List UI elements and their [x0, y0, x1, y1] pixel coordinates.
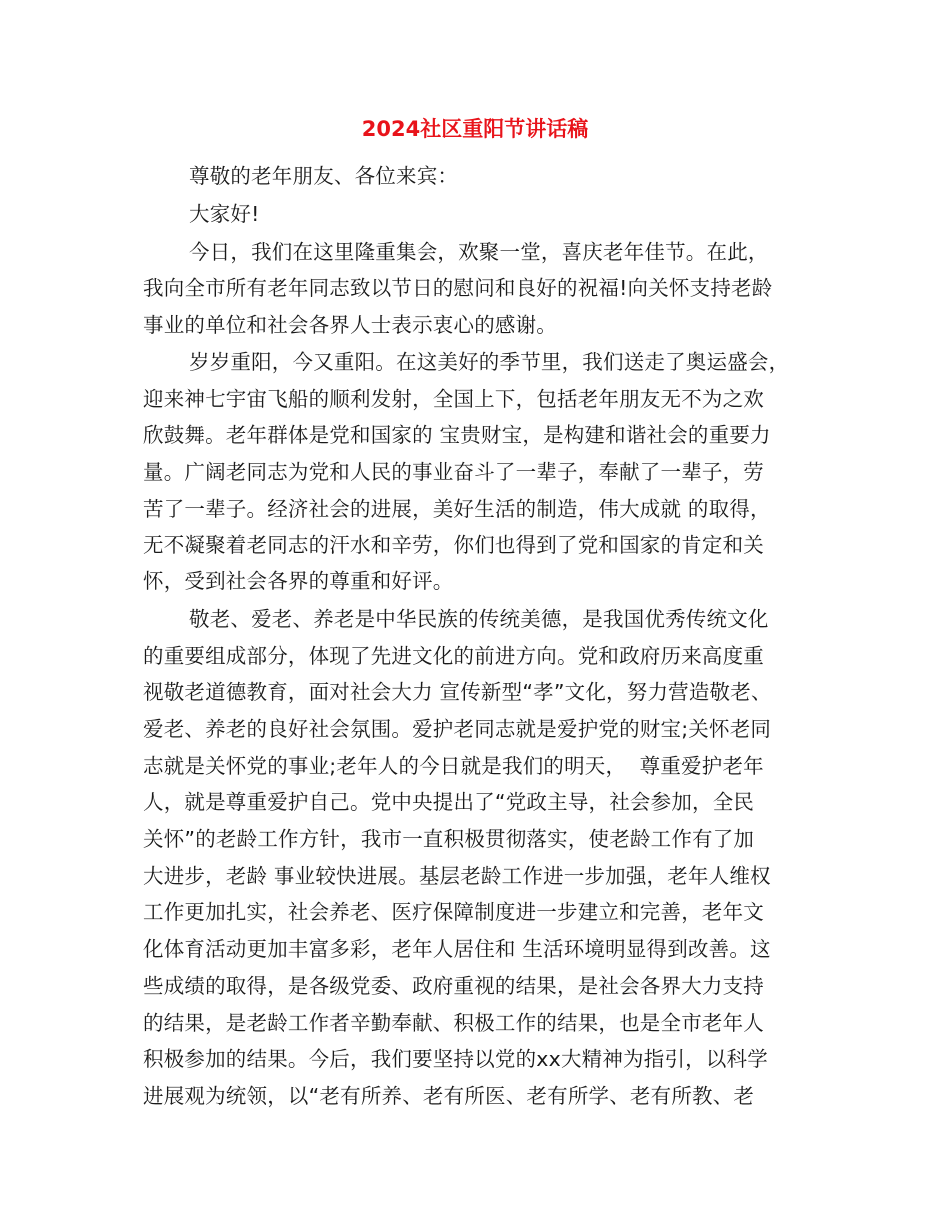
greeting-line: 大家好! — [189, 202, 260, 226]
paragraph-2-line-2: 迎来神七宇宙飞船的顺利发射，全国上下，包括老年朋友无不为之欢 — [143, 387, 764, 411]
paragraph-3-line-13: 积极参加的结果。今后，我们要坚持以党的xx大精神为指引，以科学 — [143, 1047, 768, 1071]
salutation-line: 尊敬的老年朋友、各位来宾： — [189, 164, 459, 188]
paragraph-2-line-3: 欣鼓舞。老年群体是党和国家的 宝贵财宝，是构建和谐社会的重要力 — [143, 423, 771, 447]
paragraph-2-line-4: 量。广阔老同志为党和人民的事业奋斗了一辈子，奉献了一辈子，劳 — [143, 460, 764, 484]
paragraph-3-line-1: 敬老、爱老、养老是中华民族的传统美德，是我国优秀传统文化 — [189, 607, 769, 631]
document-title: 2024社区重阳节讲话稿 — [361, 117, 589, 141]
paragraph-3-line-5: 志就是关怀党的事业;老年人的今日就是我们的明天， 尊重爱护老年 — [143, 754, 764, 778]
paragraph-3-line-6: 人，就是尊重爱护自己。党中央提出了“党政主导，社会参加，全民 — [143, 790, 755, 814]
paragraph-1-line-3: 事业的单位和社会各界人士表示衷心的感谢。 — [143, 313, 557, 337]
paragraph-3-line-12: 的结果，是老龄工作者辛勤奉献、积极工作的结果，也是全市老年人 — [143, 1011, 764, 1035]
paragraph-2-line-1: 岁岁重阳，今又重阳。在这美好的季节里，我们送走了奥运盛会， — [189, 350, 790, 374]
paragraph-3-line-7: 关怀”的老龄工作方针，我市一直积极贯彻落实，使老龄工作有了加 — [143, 827, 755, 851]
paragraph-3-line-2: 的重要组成部分，体现了先进文化的前进方向。党和政府历来高度重 — [143, 644, 764, 668]
paragraph-3-line-10: 化体育活动更加丰富多彩，老年人居住和 生活环境明显得到改善。这 — [143, 937, 771, 961]
paragraph-3-line-8: 大进步，老龄 事业较快进展。基层老龄工作进一步加强，老年人维权 — [143, 864, 771, 888]
paragraph-1-line-1: 今日，我们在这里隆重集会，欢聚一堂，喜庆老年佳节。在此， — [189, 240, 769, 264]
paragraph-3-line-11: 些成绩的取得，是各级党委、政府重视的结果，是社会各界大力支持 — [143, 974, 764, 998]
paragraph-3-line-14: 进展观为统领，以“老有所养、老有所医、老有所学、老有所教、老 — [143, 1084, 755, 1108]
paragraph-3-line-3: 视敬老道德教育，面对社会大力 宣传新型“孝”文化，努力营造敬老、 — [143, 680, 772, 704]
paragraph-1-line-2: 我向全市所有老年同志致以节日的慰问和良好的祝福!向关怀支持老龄 — [143, 276, 773, 300]
paragraph-2-line-5: 苦了一辈子。经济社会的进展，美好生活的制造，伟大成就 的取得， — [143, 497, 771, 521]
paragraph-2-line-6: 无不凝聚着老同志的汗水和辛劳，你们也得到了党和国家的肯定和关 — [143, 533, 764, 557]
paragraph-3-line-9: 工作更加扎实，社会养老、医疗保障制度进一步建立和完善，老年文 — [143, 900, 764, 924]
paragraph-3-line-4: 爱老、养老的良好社会氛围。爱护老同志就是爱护党的财宝;关怀老同 — [143, 717, 772, 741]
paragraph-2-line-7: 怀，受到社会各界的尊重和好评。 — [143, 569, 454, 593]
